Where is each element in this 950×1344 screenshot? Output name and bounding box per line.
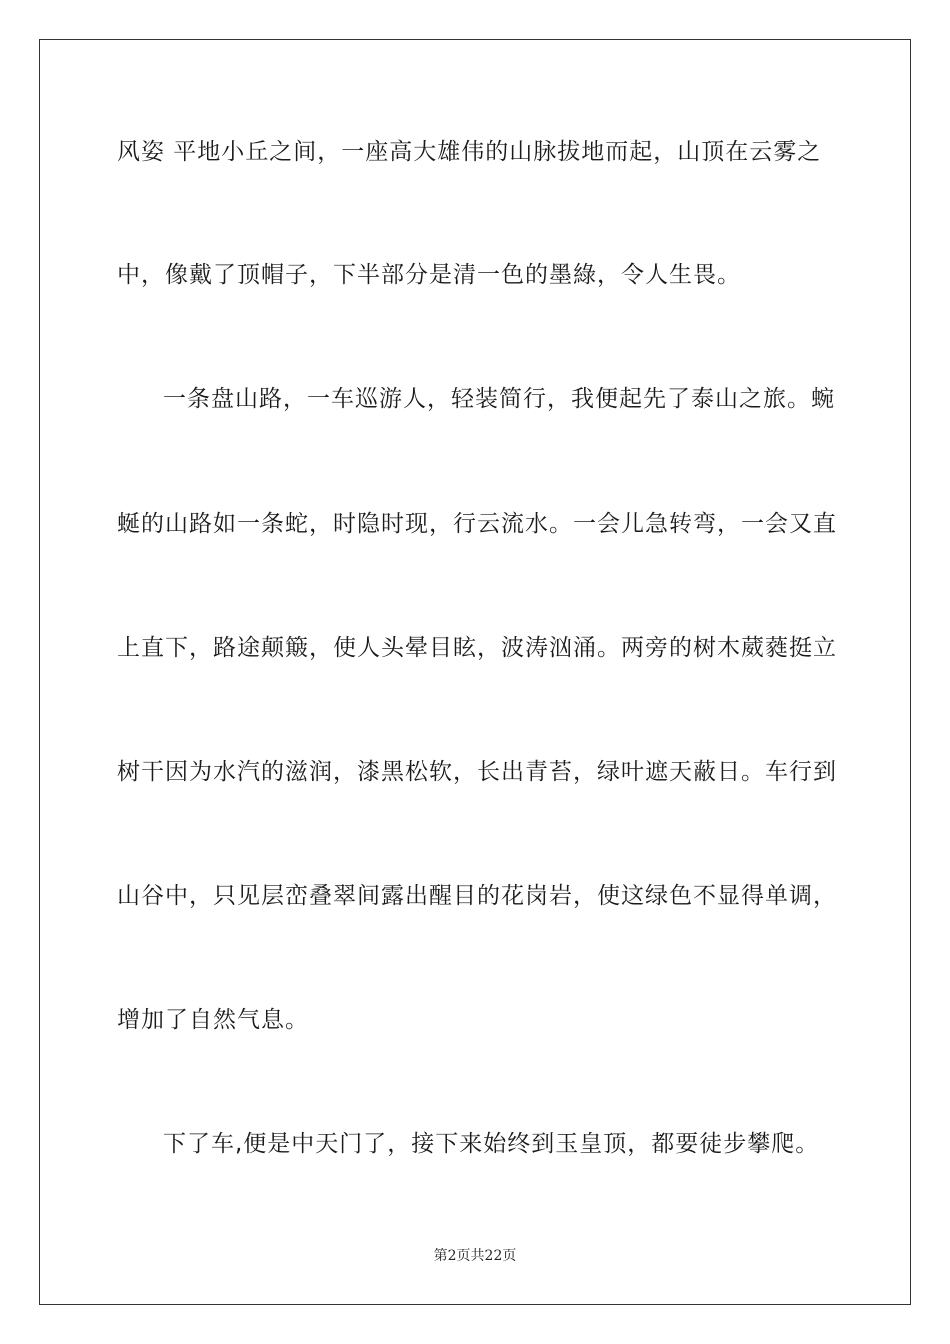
text-line: 树干因为水汽的滋润，漆黑松软，长出青苔，绿叶遮天蔽日。车行到 <box>117 759 837 785</box>
page-frame <box>39 39 911 1305</box>
page-number: 第2页 <box>433 1248 471 1264</box>
text-line: 中，像戴了顶帽子，下半部分是清一色的墨綠，令人生畏。 <box>117 262 741 288</box>
text-line: 上直下，路途颠簸，使人头晕目眩，波涛汹涌。两旁的树木葳蕤挺立 <box>117 635 837 661</box>
page-footer <box>0 1247 950 1265</box>
text-line: 风姿 平地小丘之间，一座高大雄伟的山脉拔地而起，山顶在云雾之 <box>117 139 822 165</box>
text-line: 下了车,便是中天门了，接下来始终到玉皇顶，都要徒步攀爬。 <box>163 1131 820 1157</box>
text-line: 蜒的山路如一条蛇，时隐时现，行云流水。一会儿急转弯，一会又直 <box>117 511 837 537</box>
text-line: 山谷中，只见层峦叠翠间露出醒目的花岗岩，使这绿色不显得单调， <box>117 883 837 909</box>
text-line: 增加了自然气息。 <box>117 1007 309 1033</box>
text-line: 一条盘山路，一车巡游人，轻装简行，我便起先了泰山之旅。蜿 <box>163 386 835 412</box>
page-total: 共22页 <box>470 1248 517 1264</box>
